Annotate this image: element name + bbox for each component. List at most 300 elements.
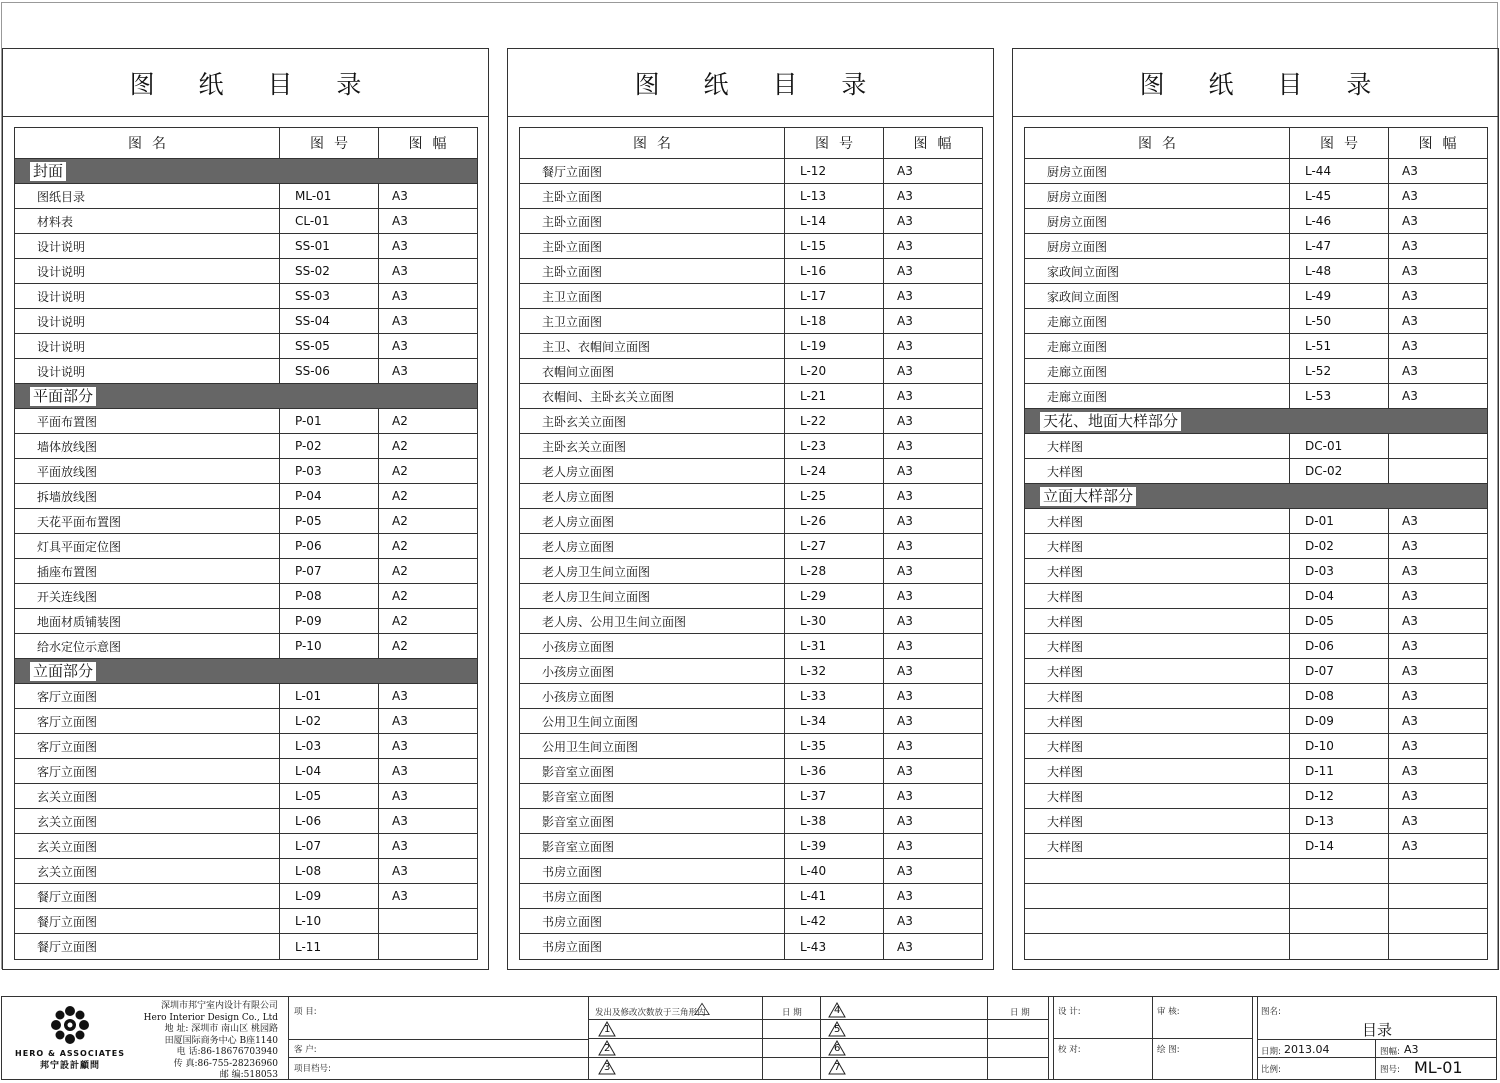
table-row (15, 834, 477, 859)
sheet-size-cell: A3 (897, 639, 913, 653)
table-row (520, 334, 982, 359)
drawing-number-cell: P-02 (280, 434, 379, 458)
table-body (520, 159, 982, 959)
table-row (15, 884, 477, 909)
drawing-name-cell: 大样图 (1025, 784, 1290, 808)
drawing-number-cell: L-04 (280, 759, 379, 783)
table-row (1025, 884, 1487, 909)
sheet-size-cell: A3 (1402, 339, 1418, 353)
drawing-name-cell: 平面放线图 (15, 459, 280, 483)
drawing-name-cell: 老人房立面图 (520, 459, 785, 483)
table-row (1025, 809, 1487, 834)
revision-number-triangle (828, 1059, 846, 1075)
sheet-size-cell: A2 (392, 614, 408, 628)
sheet-size-cell: A3 (392, 339, 408, 353)
drawing-name-cell: 大样图 (1025, 509, 1290, 533)
drawing-number-cell: L-24 (785, 459, 884, 483)
table-row (520, 559, 982, 584)
sheet-size-cell: A3 (897, 689, 913, 703)
table-row (520, 759, 982, 784)
section-header (15, 659, 477, 684)
sheet-size-cell: A3 (897, 814, 913, 828)
table-row (1025, 659, 1487, 684)
sheet-size-cell: A3 (897, 714, 913, 728)
header-name: 图名 (15, 128, 280, 158)
drawing-name-cell: 客厅立面图 (15, 709, 280, 733)
drawing-number-cell (1290, 884, 1389, 908)
drawing-number-cell: L-01 (280, 684, 379, 708)
table-row (15, 509, 477, 534)
sheet-size-cell: A3 (897, 739, 913, 753)
drawing-name-cell: 设计说明 (15, 259, 280, 283)
table-row (15, 359, 477, 384)
drawing-number-cell: L-40 (785, 859, 884, 883)
table-row (15, 484, 477, 509)
drawing-number-cell: L-52 (1290, 359, 1389, 383)
drawing-name-cell: 客厅立面图 (15, 734, 280, 758)
sheet-size-cell (1389, 909, 1486, 933)
drawing-number-cell: L-53 (1290, 384, 1389, 408)
table-row (15, 609, 477, 634)
drawing-name-cell: 设计说明 (15, 309, 280, 333)
drawing-name-cell: 玄关立面图 (15, 859, 280, 883)
sheet-size-cell: A3 (897, 364, 913, 378)
drawing-name-cell: 厨房立面图 (1025, 209, 1290, 233)
table-row (520, 934, 982, 959)
table-row (15, 559, 477, 584)
drawing-number-cell: P-01 (280, 409, 379, 433)
drawing-name-cell: 小孩房立面图 (520, 634, 785, 658)
revision-triangle-icon (694, 1002, 710, 1016)
drawing-name-cell (1025, 884, 1290, 908)
revision-number: 5 (834, 1024, 841, 1035)
table-row (1025, 359, 1487, 384)
drawing-name-cell: 平面布置图 (15, 409, 280, 433)
drawing-number-cell: D-02 (1290, 534, 1389, 558)
table-row (1025, 909, 1487, 934)
sheet-size-cell: A3 (392, 864, 408, 878)
drawing-number-cell: D-03 (1290, 559, 1389, 583)
drawing-name-cell: 材料表 (15, 209, 280, 233)
table-row (1025, 859, 1487, 884)
table-row (15, 584, 477, 609)
drawing-name-cell: 大样图 (1025, 684, 1290, 708)
sheet-size-cell: A3 (1402, 589, 1418, 603)
revision-date-label: 日 期 (1010, 1008, 1030, 1018)
revision-number: 2 (604, 1043, 611, 1054)
drawing-name-cell: 厨房立面图 (1025, 159, 1290, 183)
drawing-name-cell: 设计说明 (15, 234, 280, 258)
company-line: 深圳市邦宁室内设计有限公司 (160, 1001, 278, 1011)
sheet-size-cell: A3 (897, 914, 913, 928)
logo-text: HERO & ASSOCIATES (15, 1049, 125, 1058)
drawing-number-cell: L-29 (785, 584, 884, 608)
drawing-name-cell: 主卧玄关立面图 (520, 409, 785, 433)
drawing-number-cell: D-06 (1290, 634, 1389, 658)
sheet-size-cell: A3 (1402, 614, 1418, 628)
table-row (1025, 209, 1487, 234)
sheet-size-cell: A3 (1402, 839, 1418, 853)
date-label: 日期: (1261, 1047, 1281, 1057)
table-row (15, 309, 477, 334)
drawing-name-cell: 大样图 (1025, 734, 1290, 758)
panel-title: 图 纸 目 录 (3, 49, 488, 117)
drawing-name-cell (1025, 859, 1290, 883)
drawing-number-cell: L-33 (785, 684, 884, 708)
section-title: 封面 (30, 162, 66, 181)
company-logo (10, 1003, 130, 1075)
drawing-number-cell: L-15 (785, 234, 884, 258)
table-row (15, 934, 477, 959)
table-row (520, 434, 982, 459)
drawing-number-cell: D-07 (1290, 659, 1389, 683)
table-row (1025, 434, 1487, 459)
drawing-name-cell: 主卧立面图 (520, 184, 785, 208)
drawing-number-cell: L-45 (1290, 184, 1389, 208)
table-row (1025, 384, 1487, 409)
company-line: 传 真:86-755-28236960 (173, 1058, 278, 1069)
sheet-size-cell: A3 (897, 314, 913, 328)
drawing-number-cell: DC-02 (1290, 459, 1389, 483)
company-line: 地 址: 深圳市 南山区 桃园路 (164, 1024, 278, 1034)
designer-label: 设 计: (1058, 1007, 1081, 1017)
drawing-name-cell: 主卧立面图 (520, 259, 785, 283)
drawing-name-cell (1025, 934, 1290, 959)
drawing-number-cell: L-35 (785, 734, 884, 758)
drawing-name-cell: 书房立面图 (520, 934, 785, 959)
drawing-number-cell: L-03 (280, 734, 379, 758)
sheet-size-cell: A3 (897, 789, 913, 803)
drawing-number-cell: L-07 (280, 834, 379, 858)
sheet-size-cell: A3 (1402, 639, 1418, 653)
sheet-size-label: 图幅: (1380, 1047, 1400, 1057)
drawing-name-cell: 大样图 (1025, 534, 1290, 558)
sheet-size-cell (379, 909, 476, 933)
table-row (520, 259, 982, 284)
drawing-number-cell: L-42 (785, 909, 884, 933)
project-number-label: 项目档号: (294, 1064, 331, 1074)
table-row (520, 184, 982, 209)
revision-date-label: 日 期 (782, 1008, 802, 1018)
table-row (1025, 284, 1487, 309)
drawing-number-cell: L-26 (785, 509, 884, 533)
sheet-size-cell: A3 (897, 864, 913, 878)
sheet-size-cell: A3 (1402, 364, 1418, 378)
drawing-number-cell: D-12 (1290, 784, 1389, 808)
date-value: 2013.04 (1284, 1043, 1330, 1056)
drawing-number-cell: L-28 (785, 559, 884, 583)
table-row (15, 334, 477, 359)
sheet-size-cell: A3 (897, 264, 913, 278)
sheet-size-cell: A3 (1402, 764, 1418, 778)
sheet-size-cell: A3 (897, 439, 913, 453)
drawing-name-cell: 客厅立面图 (15, 759, 280, 783)
drawing-name-cell: 插座布置图 (15, 559, 280, 583)
sheet-size-cell: A2 (392, 539, 408, 553)
drawing-name-cell: 地面材质铺装图 (15, 609, 280, 633)
sheet-size-cell: A3 (392, 889, 408, 903)
divider (1252, 997, 1253, 1079)
table-header (15, 128, 477, 159)
title-block (1, 996, 1497, 1080)
sheet-size-cell: A3 (1402, 514, 1418, 528)
drawing-number-cell (1290, 909, 1389, 933)
drawing-name-cell: 影音室立面图 (520, 834, 785, 858)
drawing-number-cell: L-47 (1290, 234, 1389, 258)
drawing-number-cell: L-05 (280, 784, 379, 808)
sheet-size-cell: A3 (1402, 539, 1418, 553)
table-row (520, 309, 982, 334)
table-row (1025, 759, 1487, 784)
drawing-name-cell: 餐厅立面图 (15, 934, 280, 959)
drawing-name-cell: 老人房、公用卫生间立面图 (520, 609, 785, 633)
drawing-name-cell: 餐厅立面图 (15, 909, 280, 933)
sheet-size-cell: A3 (897, 464, 913, 478)
table-row (520, 509, 982, 534)
sheet-size-cell: A3 (897, 489, 913, 503)
sheet-size-cell (1389, 859, 1486, 883)
drawing-name-cell: 老人房卫生间立面图 (520, 584, 785, 608)
sheet-size-cell: A3 (392, 714, 408, 728)
drawing-number-cell: P-10 (280, 634, 379, 658)
sheet-size-cell: A3 (1402, 189, 1418, 203)
drawing-number-cell: L-51 (1290, 334, 1389, 358)
drawing-number-cell: L-16 (785, 259, 884, 283)
drawing-number-cell: L-18 (785, 309, 884, 333)
sheet-size-cell: A3 (1402, 739, 1418, 753)
table-row (1025, 734, 1487, 759)
table-row (15, 809, 477, 834)
panel-title: 图 纸 目 录 (508, 49, 993, 117)
company-line: Hero Interior Design Co., Ltd (143, 1012, 278, 1023)
divider (588, 1038, 1048, 1039)
drawing-name-label: 图名: (1261, 1007, 1281, 1017)
drawing-number-cell: L-34 (785, 709, 884, 733)
reviewer-label: 审 核: (1157, 1007, 1180, 1017)
drawing-name-cell: 老人房立面图 (520, 534, 785, 558)
table-row (1025, 709, 1487, 734)
drawing-number-cell: L-25 (785, 484, 884, 508)
drawing-name-cell: 主卫立面图 (520, 284, 785, 308)
drawing-number-cell: D-04 (1290, 584, 1389, 608)
table-row (520, 384, 982, 409)
table-body (1025, 159, 1487, 959)
drawing-number-cell: L-37 (785, 784, 884, 808)
sheet-size-cell: A3 (897, 839, 913, 853)
header-name: 图名 (520, 128, 785, 158)
sheet-size-cell: A3 (1402, 314, 1418, 328)
table-body (15, 159, 477, 959)
drawing-number-cell: L-43 (785, 934, 884, 959)
divider (588, 1057, 1048, 1058)
drawing-name-cell: 老人房立面图 (520, 484, 785, 508)
table-row (1025, 559, 1487, 584)
drawing-number-cell: L-12 (785, 159, 884, 183)
sheet-size-cell (379, 934, 476, 959)
table-header (1025, 128, 1487, 159)
drawing-name-cell: 衣帽间立面图 (520, 359, 785, 383)
drawing-name-cell: 小孩房立面图 (520, 684, 785, 708)
sheet-size-cell: A3 (897, 414, 913, 428)
sheet-size-cell: A3 (1402, 789, 1418, 803)
drawing-name-cell: 大样图 (1025, 834, 1290, 858)
drawing-name-cell: 公用卫生间立面图 (520, 709, 785, 733)
drawing-name-cell: 大样图 (1025, 459, 1290, 483)
section-title: 立面大样部分 (1040, 487, 1136, 506)
drawing-number-cell: SS-03 (280, 284, 379, 308)
table-row (1025, 159, 1487, 184)
drawing-name-cell: 影音室立面图 (520, 759, 785, 783)
sheet-size-cell: A3 (1402, 389, 1418, 403)
drawing-name-cell: 大样图 (1025, 809, 1290, 833)
sheet-size-cell: A3 (392, 789, 408, 803)
sheet-size-cell: A3 (897, 589, 913, 603)
table-row (520, 534, 982, 559)
revision-number: 1 (604, 1024, 611, 1035)
sheet-size-cell: A3 (392, 264, 408, 278)
sheet-size-cell: A3 (897, 564, 913, 578)
drawing-number-cell: L-39 (785, 834, 884, 858)
sheet-size-cell (1389, 434, 1486, 458)
drawing-name-cell: 走廊立面图 (1025, 359, 1290, 383)
table-row (520, 459, 982, 484)
section-title: 立面部分 (30, 662, 96, 681)
drawing-name-cell: 主卫立面图 (520, 309, 785, 333)
drawing-number-cell: SS-06 (280, 359, 379, 383)
drawing-name-cell: 书房立面图 (520, 859, 785, 883)
sheet-size-cell: A3 (897, 539, 913, 553)
sheet-size-cell: A3 (1402, 264, 1418, 278)
sheet-size-cell: A3 (897, 939, 913, 954)
drawing-name-cell: 开关连线图 (15, 584, 280, 608)
sheet-size-cell: A2 (392, 414, 408, 428)
table-row (1025, 684, 1487, 709)
drawing-name-cell: 客厅立面图 (15, 684, 280, 708)
sheet-size-cell: A3 (897, 239, 913, 253)
table-row (15, 909, 477, 934)
table-row (1025, 834, 1487, 859)
drawing-list-table (1024, 127, 1488, 960)
table-row (1025, 184, 1487, 209)
drawing-number-cell: L-22 (785, 409, 884, 433)
drawing-number-cell: D-09 (1290, 709, 1389, 733)
table-row (1025, 609, 1487, 634)
drawing-number-cell: L-41 (785, 884, 884, 908)
sheet-size-cell: A2 (392, 564, 408, 578)
sheet-size-cell: A3 (897, 339, 913, 353)
drawing-name-cell: 玄关立面图 (15, 809, 280, 833)
drafter-label: 绘 图: (1157, 1045, 1180, 1055)
drawing-number-cell: L-48 (1290, 259, 1389, 283)
table-row (520, 834, 982, 859)
table-row (1025, 459, 1487, 484)
table-row (15, 759, 477, 784)
table-row (1025, 934, 1487, 959)
checker-label: 校 对: (1058, 1045, 1081, 1055)
revision-number: 6 (834, 1043, 841, 1054)
drawing-name-cell: 主卧立面图 (520, 234, 785, 258)
drawing-name-cell: 书房立面图 (520, 884, 785, 908)
table-row (520, 234, 982, 259)
sheet-size-cell: A3 (1402, 714, 1418, 728)
revision-note: 发出及修改次数放于三角形内 (595, 1008, 706, 1018)
drawing-name-cell: 大样图 (1025, 434, 1290, 458)
drawing-name-cell: 主卧玄关立面图 (520, 434, 785, 458)
table-row (15, 209, 477, 234)
section-header (1025, 409, 1487, 434)
sheet-size-cell: A3 (897, 189, 913, 203)
table-row (520, 734, 982, 759)
drawing-number-cell: D-01 (1290, 509, 1389, 533)
drawing-number-cell: L-49 (1290, 284, 1389, 308)
revision-number: 3 (604, 1062, 611, 1073)
sheet-size-cell: A3 (392, 739, 408, 753)
drawing-name-cell: 墙体放线图 (15, 434, 280, 458)
table-row (1025, 234, 1487, 259)
drawing-number-cell: CL-01 (280, 209, 379, 233)
drawing-number-cell: P-04 (280, 484, 379, 508)
drawing-list-table (14, 127, 478, 960)
sheet-size-cell: A3 (392, 839, 408, 853)
sheet-size-cell: A3 (897, 614, 913, 628)
sheet-size-cell: A3 (1402, 214, 1418, 228)
drawing-number-cell (1290, 859, 1389, 883)
table-row (15, 434, 477, 459)
drawing-number-cell: L-31 (785, 634, 884, 658)
scale-label: 比例: (1261, 1065, 1281, 1075)
divider (1375, 1039, 1376, 1079)
revision-number-triangle (828, 1040, 846, 1056)
sheet-size-cell (1389, 934, 1486, 959)
table-row (15, 284, 477, 309)
table-row (520, 584, 982, 609)
revision-number: 7 (834, 1062, 841, 1073)
table-row (520, 634, 982, 659)
table-row (1025, 334, 1487, 359)
drawing-number-cell: D-14 (1290, 834, 1389, 858)
drawing-number: ML-01 (1414, 1058, 1463, 1077)
revision-number-triangle (598, 1040, 616, 1056)
sheet-size-cell: A3 (1402, 239, 1418, 253)
section-title: 天花、地面大样部分 (1040, 412, 1181, 431)
drawing-number-cell: L-19 (785, 334, 884, 358)
divider (288, 1057, 588, 1058)
sheet-size-cell: A3 (897, 289, 913, 303)
sheet-size-cell: A3 (1402, 564, 1418, 578)
drawing-name-cell: 大样图 (1025, 584, 1290, 608)
table-row (15, 684, 477, 709)
drawing-list-panel-2 (507, 48, 994, 970)
drawing-name-cell: 走廊立面图 (1025, 384, 1290, 408)
table-row (520, 684, 982, 709)
drawing-number-cell: L-09 (280, 884, 379, 908)
drawing-name-cell: 设计说明 (15, 359, 280, 383)
sheet-size-cell: A3 (1402, 164, 1418, 178)
divider (288, 997, 289, 1079)
table-row (520, 284, 982, 309)
drawing-number-cell: L-23 (785, 434, 884, 458)
drawing-number-cell: P-08 (280, 584, 379, 608)
table-row (15, 634, 477, 659)
sheet-size-cell: A3 (392, 764, 408, 778)
section-title: 平面部分 (30, 387, 96, 406)
table-row (520, 809, 982, 834)
divider (1257, 997, 1258, 1079)
sheet-size-cell: A3 (392, 814, 408, 828)
drawing-name-cell: 影音室立面图 (520, 784, 785, 808)
sheet-size-cell: A3 (392, 289, 408, 303)
sheet-size-cell: A3 (392, 314, 408, 328)
